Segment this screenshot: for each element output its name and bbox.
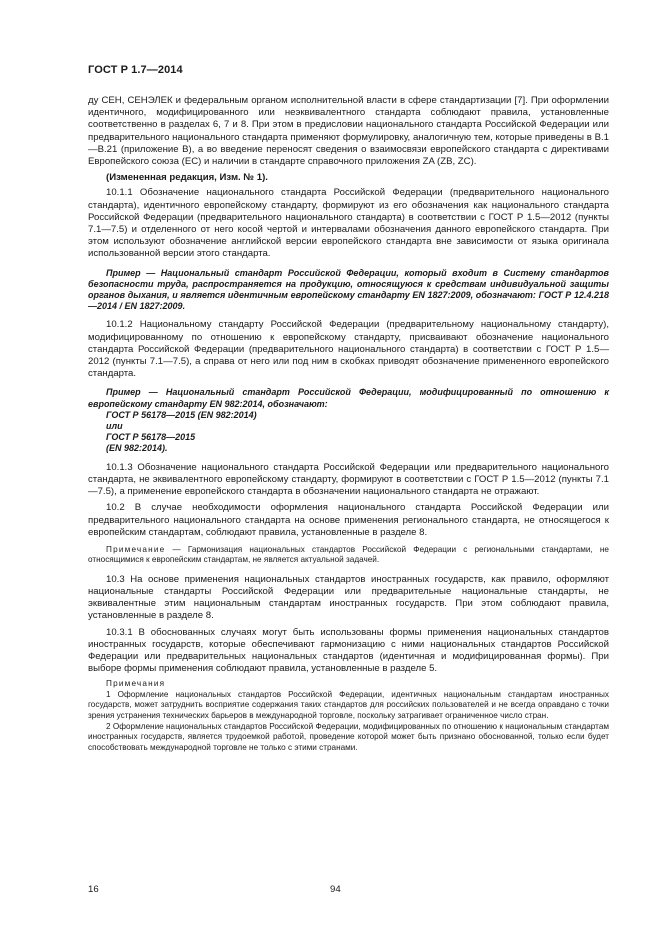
paragraph-10-1-3: 10.1.3 Обозначение национального стандарта Российской Федерации или предварительного национального стандарта, не эквивалентного европейскому стандарту, формируют в соответствии с ГОСТ Р 1.5—2012 (пункты 7.1—7.5), а применение европейского стандарта в обозначении национального стандарта не отражают. bbox=[88, 461, 609, 498]
amendment-note: (Измененная редакция, Изм. № 1). bbox=[106, 172, 268, 184]
paragraph-10-2: 10.2 В случае необходимости оформления национального стандарта Российской Федерации или предварительного национального стандарта на основе применения регионального стандарта, не относящегося к европейским стандартам, соблюдают правила, установленные в разделе 8. bbox=[88, 502, 609, 538]
note-item-2: 2 Оформление национальных стандартов Российской Федерации, модифицированных по отношению к национальным стандартам иностранных государств, является трудоемкой работой, проведение которой может быть признано обоснованной, только если будет способствовать международной торговле не только с этими странами. bbox=[88, 721, 609, 752]
example-2 bbox=[88, 387, 609, 454]
example-1 bbox=[88, 268, 609, 313]
note-item-1: 1 Оформление национальных стандартов Российской Федерации, идентичных национальным стандартам иностранных государств, может затруднить восприятие содержания таких стандартов для российских пользователей и не всегда оправдано с точки зрения устранения технических барьеров в международной торговле, поскольку затрагивает ограниченное число стран. bbox=[88, 689, 609, 720]
example-1-label: Пример — bbox=[106, 267, 161, 278]
document-header: ГОСТ Р 1.7—2014 bbox=[88, 64, 183, 76]
paragraph-10-3-1: 10.3.1 В обоснованных случаях могут быть использованы формы применения национальных стандартов иностранных государств, которые обеспечивают гармонизацию с ними национальных стандартов Российской Федерации или предварительных национальных стандартов (идентичная и модифицированная формы). При выборе формы применения соблюдают правила, установленные в разделе 5. bbox=[88, 626, 609, 675]
example-1-text: Национальный стандарт Российской Федерации, который входит в Систему стандартов безопасности труда, распространяется на продукцию, относящуюся к средствам индивидуальной защиты органов дыхания, и является идентичным европейскому стандарту EN 1827:2009, обозначают: ГОСТ Р 12.4.218—2014 / EN 1827:2009. bbox=[88, 267, 609, 312]
example-2-line: ГОСТ Р 56178—2015 bbox=[106, 432, 196, 443]
example-2-line: или bbox=[106, 421, 123, 432]
sheet-number: 94 bbox=[330, 884, 341, 895]
page-number: 16 bbox=[88, 884, 99, 895]
paragraph-10-1-1: 10.1.1 Обозначение национального стандарта Российской Федерации (предварительного национального стандарта), идентичного европейскому стандарту, формируют из его обозначения как национального стандарта Российской Федерации (предварительного национального стандарта) в соответствии с ГОСТ Р 1.5—2012 (пункты 7.1—7.5) и отделенного от него косой чертой и интервалами обозначения данного европейского стандарта. При этом используют обозначение английской версии европейского стандарта вне зависимости от языка оригинала использованной версии этого стандарта. bbox=[88, 187, 609, 260]
document-body bbox=[88, 95, 609, 754]
paragraph-10-3: 10.3 На основе применения национальных стандартов иностранных государств, как правило, оформляют национальные стандарты Российской Федерации или предварительные национальные стандарты, не эквивалентные этим национальным стандартам иностранных государств. При этом соблюдают правила, установленные в разделе 8. bbox=[88, 573, 609, 622]
paragraph-intro: ду СЕН, СЕНЭЛЕК и федеральным органом исполнительной власти в сфере стандартизации [7]. При оформлении идентичного, модифицированного или неэквивалентного стандарта соблюдают правила, установленные соответственно в разделах 6, 7 и 8. При этом в предисловии национального стандарта Российской Федерации или предварительного национального стандарта применяют формулировку, аналогичную тем, которые приведены в В.1—В.21 (приложение В), а во введение переносят сведения о взаимосвязи европейского стандарта с директивами Европейского союза (ЕС) и наличии в стандарте справочного приложения ZA (ZB, ZC). bbox=[88, 95, 609, 168]
paragraph-10-1-2: 10.1.2 Национальному стандарту Российской Федерации (предварительному национальному стандарту), модифицированному по отношению к европейскому стандарту, присваивают обозначение национального стандарта Российской Федерации (предварительного национального стандарта) в соответствии с ГОСТ Р 1.5—2012 (пункты 7.1—7.5), а справа от него или под ним в скобках приводят обозначение примененного европейского стандарта. bbox=[88, 319, 609, 380]
example-2-line: ГОСТ Р 56178—2015 (EN 982:2014) bbox=[106, 409, 257, 420]
example-2-intro bbox=[88, 387, 609, 409]
note-1 bbox=[88, 545, 609, 566]
notes-title: Примечания bbox=[106, 679, 166, 689]
note-1-label: Примечание bbox=[106, 544, 166, 554]
note-1-text: — Гармонизация национальных стандартов Российской Федерации с региональными стандартами, не относящимися к европейским стандартам, не является актуальной задачей. bbox=[88, 544, 609, 565]
example-2-label: Пример — bbox=[106, 387, 166, 398]
example-2-text: Национальный стандарт Российской Федерации, модифицированный по отношению к европейскому стандарту EN 982:2014, обозначают: bbox=[88, 387, 609, 409]
example-2-line: (EN 982:2014). bbox=[106, 443, 168, 454]
